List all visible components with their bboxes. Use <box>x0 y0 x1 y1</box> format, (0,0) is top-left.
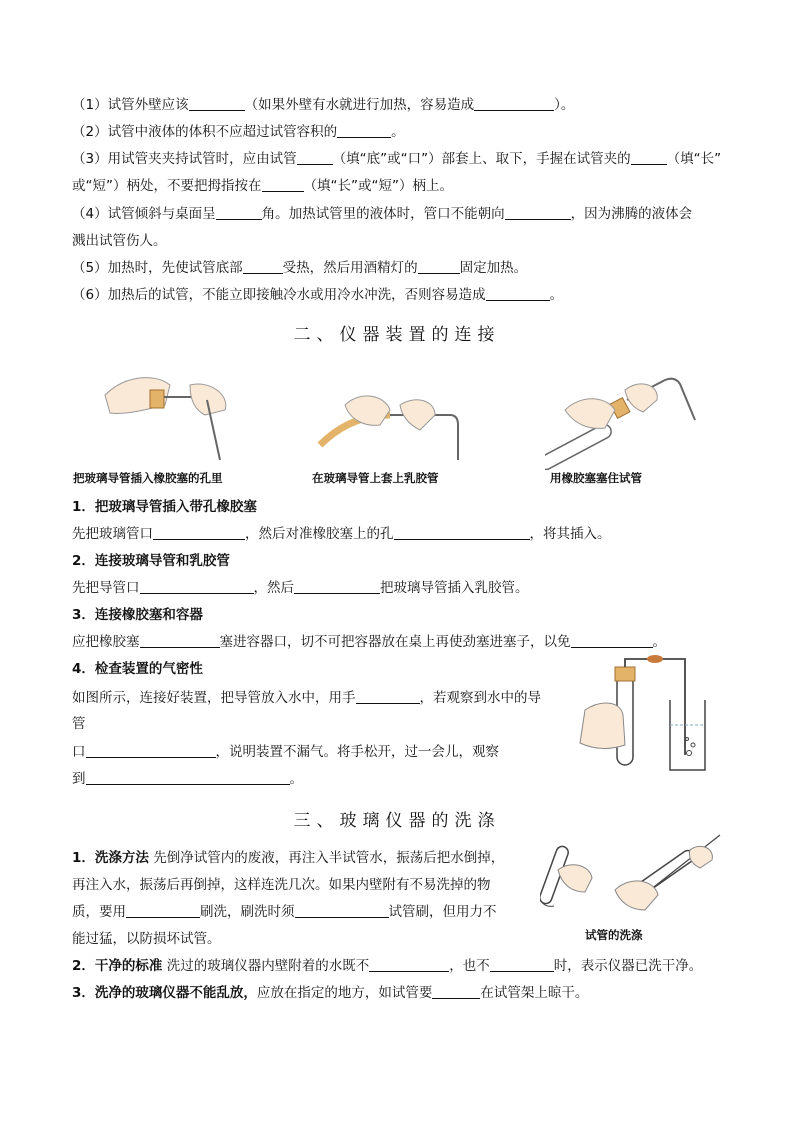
blank[interactable] <box>432 984 480 999</box>
subsection-3-3: 3．洗净的玻璃仪器不能乱放，应放在指定的地方，如试管要 在试管架上晾干。 <box>72 985 589 1001</box>
blank[interactable] <box>243 259 283 274</box>
airtightness-test-illustration <box>575 655 715 775</box>
blank[interactable] <box>297 150 333 165</box>
blank[interactable] <box>294 579 380 594</box>
item-4: （4）试管倾斜与桌面呈 角。加热试管里的液体时，管口不能朝向 ，因为沸腾的液体会 <box>72 206 693 222</box>
caption-insert-tube: 把玻璃导管插入橡胶塞的孔里 <box>73 471 223 485</box>
caption-stopper-tube: 用橡胶塞塞住试管 <box>550 471 642 485</box>
blank[interactable] <box>86 770 290 785</box>
blank[interactable] <box>262 177 304 192</box>
tube-hose-connection-illustration <box>310 385 470 465</box>
item-3: （3）用试管夹夹持试管时，应由试管 （填“底”或“口”）部套上、取下，手握在试管夹的 （填“长” <box>72 151 722 167</box>
stopper-into-test-tube-illustration <box>545 370 705 470</box>
blank[interactable] <box>189 96 245 111</box>
subsection-2-4-line-1: 如图所示，连接好装置，把导管放入水中，用手 ，若观察到水中的导 <box>72 690 541 706</box>
blank[interactable] <box>86 743 216 758</box>
blank[interactable] <box>418 259 460 274</box>
blank[interactable] <box>337 123 391 138</box>
subsection-2-4-line-2: 管 <box>72 716 86 732</box>
blank[interactable] <box>571 633 653 648</box>
subsection-3-1-line-4: 能过猛，以防损坏试管。 <box>72 931 221 947</box>
blank[interactable] <box>356 689 420 704</box>
blank[interactable] <box>369 957 449 972</box>
blank[interactable] <box>140 579 254 594</box>
caption-hose-on-tube: 在玻璃导管上套上乳胶管 <box>312 471 439 485</box>
blank[interactable] <box>490 957 554 972</box>
item-3-cont: 或“短”）柄处，不要把拇指按在 （填“长”或“短”）柄上。 <box>72 178 453 194</box>
subsection-3-2: 2．干净的标准 洗过的玻璃仪器内壁附着的水既不 ，也不 时，表示仪器已洗干净。 <box>72 958 703 974</box>
caption-washing: 试管的洗涤 <box>585 928 643 942</box>
blank[interactable] <box>394 525 530 540</box>
blank[interactable] <box>474 96 554 111</box>
blank[interactable] <box>140 633 220 648</box>
subsection-3-1-line-1: 1．洗涤方法 先倒净试管内的废液，再注入半试管水，振荡后把水倒掉， <box>72 850 505 866</box>
subsection-2-4-title: 4．检查装置的气密性 <box>72 661 203 677</box>
blank[interactable] <box>153 525 245 540</box>
blank[interactable] <box>631 150 667 165</box>
subsection-2-2-title: 2．连接玻璃导管和乳胶管 <box>72 553 230 569</box>
section-3-heading: 三、玻璃仪器的洗涤 <box>293 811 501 831</box>
subsection-2-4-line-3: 口 ，说明装置不漏气。将手松开，过一会儿，观察 <box>72 744 499 760</box>
subsection-2-3-title: 3．连接橡胶塞和容器 <box>72 607 203 623</box>
subsection-3-1-line-3: 质，要用 刷洗，刷洗时须 试管刷，但用力不 <box>72 904 497 920</box>
blank[interactable] <box>505 205 571 220</box>
blank[interactable] <box>126 903 200 918</box>
subsection-3-1-line-2: 再注入水，振荡后再倒掉，这样连洗几次。如果内壁附有不易洗掉的物 <box>72 877 491 893</box>
subsection-2-2-text: 先把导管口 ，然后 把玻璃导管插入乳胶管。 <box>72 580 529 596</box>
section-2-heading: 二、仪器装置的连接 <box>293 325 501 345</box>
insert-tube-into-stopper-illustration <box>95 365 255 465</box>
item-5: （5）加热时，先使试管底部 受热，然后用酒精灯的 固定加热。 <box>72 260 528 276</box>
item-6: （6）加热后的试管，不能立即接触冷水或用冷水冲洗，否则容易造成 。 <box>72 287 564 303</box>
blank[interactable] <box>216 205 262 220</box>
subsection-2-1-title: 1．把玻璃导管插入带孔橡胶塞 <box>72 499 257 515</box>
subsection-2-3-text: 应把橡胶塞 塞进容器口，切不可把容器放在桌上再使劲塞进塞子，以免 。 <box>72 634 666 650</box>
test-tube-washing-illustration <box>540 830 730 920</box>
item-1: （1）试管外壁应该 （如果外壁有水就进行加热，容易造成 ）。 <box>72 97 575 113</box>
subsection-2-1-text: 先把玻璃管口 ，然后对准橡胶塞上的孔 ，将其插入。 <box>72 526 611 542</box>
blank[interactable] <box>295 903 389 918</box>
subsection-2-4-line-4: 到 。 <box>72 771 303 787</box>
item-4-cont: 溅出试管伤人。 <box>72 233 167 249</box>
item-2: （2）试管中液体的体积不应超过试管容积的 。 <box>72 124 405 140</box>
blank[interactable] <box>486 286 550 301</box>
